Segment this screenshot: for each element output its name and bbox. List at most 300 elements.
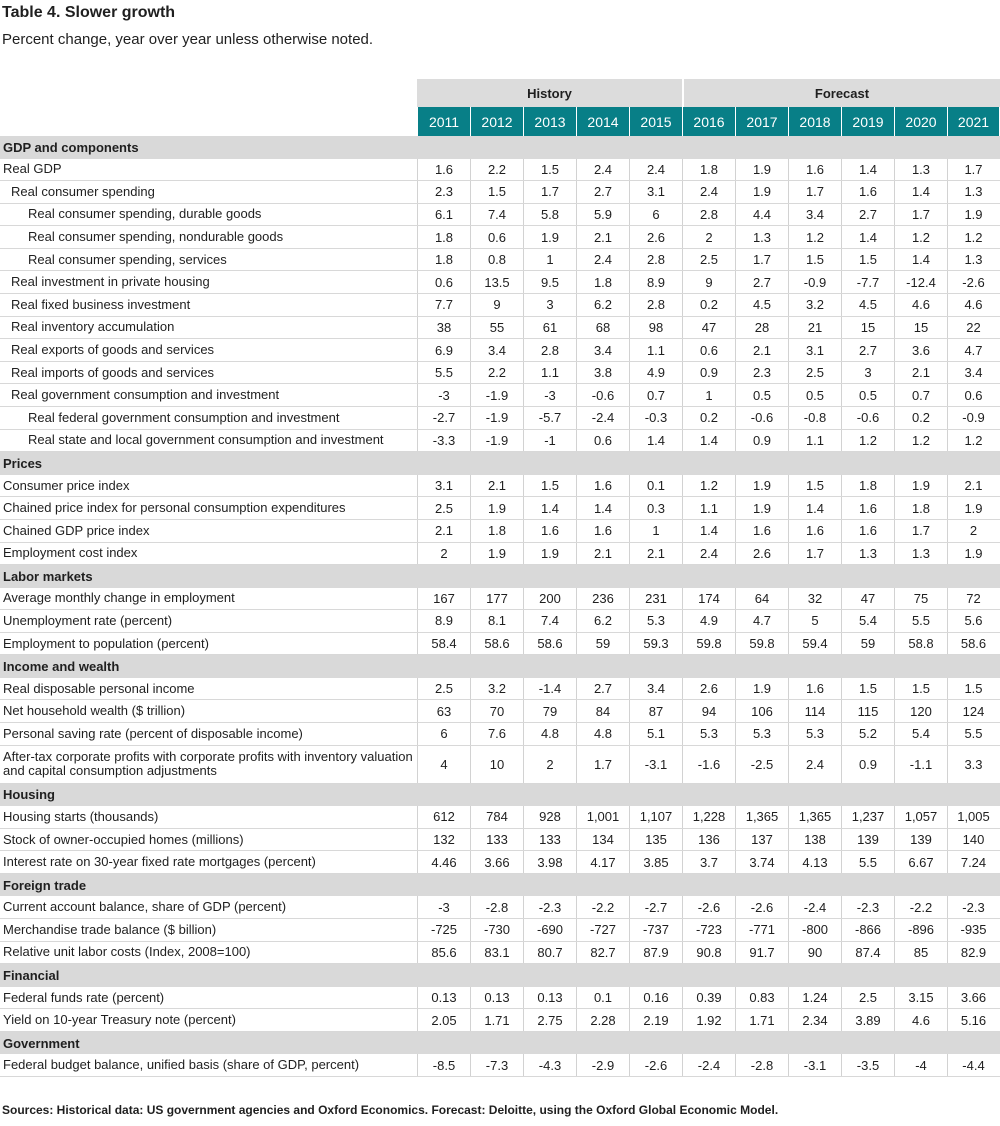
table-row: [0, 896, 1000, 919]
value-cell: 59.8: [682, 633, 735, 655]
value-cell: 4.6: [894, 1009, 947, 1031]
value-cell: 134: [576, 829, 629, 851]
value-cell: -1.9: [470, 384, 523, 406]
value-cell: 133: [470, 829, 523, 851]
value-cell: 55: [470, 317, 523, 339]
value-cell: 0.1: [629, 475, 682, 497]
value-cell: 87.4: [841, 942, 894, 964]
value-cell: 5.4: [841, 610, 894, 632]
value-cell: 28: [735, 317, 788, 339]
row-label: After-tax corporate profits with corporate profits with inventory valuation and capital consumption adjustments: [3, 749, 413, 779]
year-header-cell: 2013: [523, 107, 576, 136]
value-cell: 124: [947, 700, 999, 722]
row-label: Merchandise trade balance ($ billion): [3, 921, 217, 937]
value-cell: 2.4: [576, 159, 629, 181]
table-row: [0, 339, 1000, 362]
value-cell: 1.4: [576, 497, 629, 519]
value-cell: -3.1: [629, 746, 682, 783]
table-body: [0, 136, 1000, 1077]
value-cell: 0.39: [682, 987, 735, 1009]
value-cell: 87.9: [629, 942, 682, 964]
value-cell: -0.9: [947, 407, 999, 429]
value-cell: 6.9: [417, 339, 470, 361]
value-cell: 1.9: [523, 543, 576, 565]
header-spacer: [0, 79, 417, 107]
value-cell: 5.6: [947, 610, 999, 632]
value-cell: 1: [629, 520, 682, 542]
value-cell: 2.1: [576, 226, 629, 248]
table-row: [0, 829, 1000, 852]
value-cell: 2.7: [576, 181, 629, 203]
row-label: Real exports of goods and services: [11, 342, 215, 358]
row-label: Real disposable personal income: [3, 680, 195, 696]
value-cell: 2.8: [629, 249, 682, 271]
value-cell: 1.4: [841, 226, 894, 248]
value-cell: 6.1: [417, 204, 470, 226]
value-cell: 1.5: [894, 678, 947, 700]
value-cell: 167: [417, 588, 470, 610]
value-cell: 120: [894, 700, 947, 722]
value-cell: 2.19: [629, 1009, 682, 1031]
table-row: [0, 271, 1000, 294]
value-cell: -0.9: [788, 271, 841, 293]
value-cell: 1.7: [523, 181, 576, 203]
value-cell: 59: [841, 633, 894, 655]
value-cell: 2.4: [788, 746, 841, 783]
value-cell: 3.74: [735, 851, 788, 873]
value-cell: 1.8: [841, 475, 894, 497]
value-cell: 1.5: [788, 249, 841, 271]
value-cell: -4.3: [523, 1054, 576, 1076]
value-cell: 0.9: [682, 362, 735, 384]
value-cell: 4.6: [947, 294, 999, 316]
value-cell: 5.5: [894, 610, 947, 632]
value-cell: 0.13: [470, 987, 523, 1009]
value-cell: 136: [682, 829, 735, 851]
value-cell: 1.6: [417, 159, 470, 181]
value-cell: 7.24: [947, 851, 999, 873]
value-cell: 87: [629, 700, 682, 722]
value-cell: 1.6: [788, 159, 841, 181]
value-cell: 3.66: [947, 987, 999, 1009]
value-cell: 0.5: [788, 384, 841, 406]
value-cell: 1.4: [841, 159, 894, 181]
value-cell: -2.8: [735, 1054, 788, 1076]
value-cell: -1.4: [523, 678, 576, 700]
row-label: Interest rate on 30-year fixed rate mortgages (percent): [3, 854, 316, 870]
row-label: Stock of owner-occupied homes (millions): [3, 831, 244, 847]
row-label: Relative unit labor costs (Index, 2008=100): [3, 944, 251, 960]
row-label: Consumer price index: [3, 477, 130, 493]
value-cell: 2.2: [470, 362, 523, 384]
value-cell: 2.34: [788, 1009, 841, 1031]
value-cell: -0.8: [788, 407, 841, 429]
table-row: [0, 723, 1000, 746]
value-cell: 106: [735, 700, 788, 722]
value-cell: 0.5: [735, 384, 788, 406]
value-cell: -2.3: [947, 896, 999, 918]
value-cell: 115: [841, 700, 894, 722]
value-cell: 2.6: [682, 678, 735, 700]
value-cell: 1.7: [894, 204, 947, 226]
value-cell: -1.1: [894, 746, 947, 783]
value-cell: 114: [788, 700, 841, 722]
value-cell: 9.5: [523, 271, 576, 293]
value-cell: 0.7: [629, 384, 682, 406]
value-cell: 2: [417, 543, 470, 565]
year-header-cell: 2014: [576, 107, 629, 136]
row-label: Chained GDP price index: [3, 522, 150, 538]
value-cell: 0.5: [841, 384, 894, 406]
section-header: [0, 874, 1000, 897]
value-cell: 1.3: [894, 543, 947, 565]
value-cell: -3: [417, 384, 470, 406]
value-cell: 63: [417, 700, 470, 722]
value-cell: 139: [841, 829, 894, 851]
section-header: [0, 565, 1000, 588]
table-subtitle: Percent change, year over year unless otherwise noted.: [2, 31, 374, 48]
value-cell: 15: [894, 317, 947, 339]
value-cell: -2.2: [576, 896, 629, 918]
value-cell: 1,228: [682, 806, 735, 828]
value-cell: 1.5: [523, 475, 576, 497]
value-cell: -2.7: [417, 407, 470, 429]
row-label: Federal budget balance, unified basis (share of GDP, percent): [3, 1057, 360, 1073]
value-cell: 1.9: [735, 181, 788, 203]
table-row: [0, 249, 1000, 272]
value-cell: 1.4: [523, 497, 576, 519]
value-cell: 2.5: [788, 362, 841, 384]
value-cell: -2.6: [682, 896, 735, 918]
value-cell: 1.4: [629, 430, 682, 452]
value-cell: 2.5: [841, 987, 894, 1009]
value-cell: 2.3: [735, 362, 788, 384]
value-cell: 1.6: [841, 181, 894, 203]
value-cell: -725: [417, 919, 470, 941]
value-cell: 5: [788, 610, 841, 632]
value-cell: -5.7: [523, 407, 576, 429]
value-cell: 1.8: [576, 271, 629, 293]
value-cell: 177: [470, 588, 523, 610]
value-cell: 5.16: [947, 1009, 999, 1031]
value-cell: 1.8: [682, 159, 735, 181]
value-cell: -690: [523, 919, 576, 941]
value-cell: 2.7: [841, 204, 894, 226]
value-cell: 174: [682, 588, 735, 610]
value-cell: 84: [576, 700, 629, 722]
value-cell: -0.6: [735, 407, 788, 429]
value-cell: 1.9: [735, 497, 788, 519]
row-label: Real federal government consumption and investment: [28, 409, 340, 425]
row-label: Yield on 10-year Treasury note (percent): [3, 1012, 236, 1028]
value-cell: 1.3: [894, 159, 947, 181]
value-cell: 1.1: [682, 497, 735, 519]
row-label: Real inventory accumulation: [11, 319, 175, 335]
value-cell: -1: [523, 430, 576, 452]
year-header-spacer: [0, 107, 417, 136]
value-cell: 3.4: [470, 339, 523, 361]
value-cell: 784: [470, 806, 523, 828]
value-cell: -1.9: [470, 407, 523, 429]
year-header-row: [0, 107, 1000, 136]
value-cell: 2: [947, 520, 999, 542]
value-cell: 1,365: [735, 806, 788, 828]
table-row: [0, 181, 1000, 204]
row-label: Employment cost index: [3, 545, 138, 561]
value-cell: 1.8: [417, 226, 470, 248]
value-cell: 2.8: [523, 339, 576, 361]
value-cell: -896: [894, 919, 947, 941]
table-row: [0, 159, 1000, 182]
value-cell: 1.4: [894, 181, 947, 203]
value-cell: -771: [735, 919, 788, 941]
value-cell: -3.1: [788, 1054, 841, 1076]
value-cell: 2.1: [417, 520, 470, 542]
section-title: Prices: [3, 455, 43, 471]
value-cell: -2.9: [576, 1054, 629, 1076]
year-header-cell: 2011: [417, 107, 470, 136]
value-cell: 6: [629, 204, 682, 226]
value-cell: 2: [523, 746, 576, 783]
value-cell: 8.1: [470, 610, 523, 632]
section-header: [0, 136, 1000, 159]
value-cell: 138: [788, 829, 841, 851]
value-cell: 0.6: [470, 226, 523, 248]
value-cell: 2.8: [629, 294, 682, 316]
year-header-cell: 2019: [841, 107, 894, 136]
row-label: Personal saving rate (percent of disposable income): [3, 725, 303, 741]
value-cell: -1.6: [682, 746, 735, 783]
section-title: Foreign trade: [3, 877, 87, 893]
value-cell: 0.6: [576, 430, 629, 452]
value-cell: 200: [523, 588, 576, 610]
table-title: Table 4. Slower growth: [2, 4, 176, 21]
year-header-cell: 2016: [682, 107, 735, 136]
value-cell: 1.9: [894, 475, 947, 497]
value-cell: 5.8: [523, 204, 576, 226]
value-cell: 1,001: [576, 806, 629, 828]
value-cell: 1.2: [894, 226, 947, 248]
value-cell: -2.6: [735, 896, 788, 918]
row-label: Real state and local government consumption and investment: [28, 432, 384, 448]
value-cell: 90: [788, 942, 841, 964]
section-title: Labor markets: [3, 568, 93, 584]
value-cell: 4.9: [682, 610, 735, 632]
value-cell: 2.75: [523, 1009, 576, 1031]
value-cell: 1.2: [841, 430, 894, 452]
value-cell: 1.71: [470, 1009, 523, 1031]
value-cell: 2.1: [629, 543, 682, 565]
value-cell: -2.6: [947, 271, 999, 293]
value-cell: 47: [682, 317, 735, 339]
value-cell: 0.2: [894, 407, 947, 429]
data-table: [0, 79, 1000, 1077]
value-cell: -0.3: [629, 407, 682, 429]
value-cell: 2: [682, 226, 735, 248]
value-cell: 5.2: [841, 723, 894, 745]
value-cell: -800: [788, 919, 841, 941]
value-cell: -2.7: [629, 896, 682, 918]
value-cell: 2.3: [417, 181, 470, 203]
value-cell: 1.2: [682, 475, 735, 497]
value-cell: 82.7: [576, 942, 629, 964]
value-cell: 7.6: [470, 723, 523, 745]
value-cell: 1.1: [629, 339, 682, 361]
value-cell: 3.4: [947, 362, 999, 384]
value-cell: 13.5: [470, 271, 523, 293]
value-cell: -4: [894, 1054, 947, 1076]
value-cell: 7.4: [470, 204, 523, 226]
value-cell: 1.3: [947, 181, 999, 203]
value-cell: 0.6: [417, 271, 470, 293]
value-cell: 1.5: [523, 159, 576, 181]
value-cell: 3.1: [788, 339, 841, 361]
value-cell: 91.7: [735, 942, 788, 964]
value-cell: 1.3: [841, 543, 894, 565]
value-cell: 2.5: [682, 249, 735, 271]
table-row: [0, 384, 1000, 407]
value-cell: 4.6: [894, 294, 947, 316]
table-row: [0, 543, 1000, 566]
value-cell: -0.6: [576, 384, 629, 406]
year-header-cell: 2015: [629, 107, 682, 136]
value-cell: 3.2: [470, 678, 523, 700]
value-cell: 80.7: [523, 942, 576, 964]
value-cell: 1.7: [947, 159, 999, 181]
value-cell: 1.5: [841, 249, 894, 271]
value-cell: 1.6: [523, 520, 576, 542]
value-cell: 22: [947, 317, 999, 339]
table-row: [0, 746, 1000, 784]
value-cell: -730: [470, 919, 523, 941]
row-label: Real consumer spending, durable goods: [28, 206, 262, 222]
value-cell: 3.98: [523, 851, 576, 873]
value-cell: 2.1: [576, 543, 629, 565]
value-cell: 0.2: [682, 407, 735, 429]
source-note: Sources: Historical data: US government agencies and Oxford Economics. Forecast: Deloitte, using the Oxford Global Economic Model.: [2, 1103, 779, 1117]
value-cell: 32: [788, 588, 841, 610]
value-cell: 3.4: [629, 678, 682, 700]
year-header-cell: 2017: [735, 107, 788, 136]
value-cell: 1.6: [841, 520, 894, 542]
value-cell: -7.3: [470, 1054, 523, 1076]
value-cell: 4.8: [576, 723, 629, 745]
value-cell: 94: [682, 700, 735, 722]
value-cell: -2.8: [470, 896, 523, 918]
value-cell: 72: [947, 588, 999, 610]
value-cell: 2.1: [470, 475, 523, 497]
value-cell: 59.4: [788, 633, 841, 655]
value-cell: 4.17: [576, 851, 629, 873]
value-cell: 8.9: [417, 610, 470, 632]
value-cell: 85: [894, 942, 947, 964]
year-header-cell: 2018: [788, 107, 841, 136]
value-cell: 6: [417, 723, 470, 745]
year-header-cell: 2012: [470, 107, 523, 136]
table-row: [0, 407, 1000, 430]
table-row: [0, 1054, 1000, 1077]
row-label: Employment to population (percent): [3, 635, 209, 651]
value-cell: 9: [682, 271, 735, 293]
value-cell: 58.6: [947, 633, 999, 655]
value-cell: -2.6: [629, 1054, 682, 1076]
section-header: [0, 452, 1000, 475]
value-cell: 5.3: [682, 723, 735, 745]
value-cell: 0.1: [576, 987, 629, 1009]
value-cell: 612: [417, 806, 470, 828]
value-cell: 236: [576, 588, 629, 610]
value-cell: 1,365: [788, 806, 841, 828]
value-cell: 1.8: [894, 497, 947, 519]
value-cell: -723: [682, 919, 735, 941]
value-cell: 2.4: [682, 181, 735, 203]
value-cell: 2.4: [682, 543, 735, 565]
value-cell: 2.7: [576, 678, 629, 700]
section-header: [0, 964, 1000, 987]
value-cell: 4.7: [947, 339, 999, 361]
row-label: Unemployment rate (percent): [3, 612, 173, 628]
value-cell: 3.2: [788, 294, 841, 316]
value-cell: 2.05: [417, 1009, 470, 1031]
value-cell: 61: [523, 317, 576, 339]
value-cell: 1.2: [788, 226, 841, 248]
value-cell: 4.7: [735, 610, 788, 632]
value-cell: 0.8: [470, 249, 523, 271]
value-cell: 1.6: [788, 678, 841, 700]
value-cell: 68: [576, 317, 629, 339]
value-cell: 1: [682, 384, 735, 406]
value-cell: 90.8: [682, 942, 735, 964]
value-cell: 83.1: [470, 942, 523, 964]
row-label: Current account balance, share of GDP (percent): [3, 899, 287, 915]
table-row: [0, 1009, 1000, 1032]
value-cell: 6.67: [894, 851, 947, 873]
value-cell: 58.4: [417, 633, 470, 655]
value-cell: 135: [629, 829, 682, 851]
value-cell: 5.9: [576, 204, 629, 226]
value-cell: 1,107: [629, 806, 682, 828]
value-cell: 82.9: [947, 942, 999, 964]
section-header: [0, 655, 1000, 678]
value-cell: 21: [788, 317, 841, 339]
value-cell: 1.6: [841, 497, 894, 519]
value-cell: 1.4: [894, 249, 947, 271]
section-title: Government: [3, 1035, 80, 1051]
value-cell: 1.6: [576, 475, 629, 497]
value-cell: 4.5: [841, 294, 894, 316]
value-cell: 2.7: [841, 339, 894, 361]
value-cell: 2.5: [417, 497, 470, 519]
value-cell: 3.6: [894, 339, 947, 361]
value-cell: -866: [841, 919, 894, 941]
value-cell: 2.4: [629, 159, 682, 181]
table-row: [0, 851, 1000, 874]
value-cell: -3: [523, 384, 576, 406]
value-cell: 1.9: [947, 543, 999, 565]
value-cell: 5.4: [894, 723, 947, 745]
value-cell: -737: [629, 919, 682, 941]
value-cell: 5.3: [735, 723, 788, 745]
value-cell: 1,005: [947, 806, 999, 828]
row-label: Real fixed business investment: [11, 296, 191, 312]
value-cell: 9: [470, 294, 523, 316]
value-cell: 98: [629, 317, 682, 339]
value-cell: 1.6: [576, 520, 629, 542]
value-cell: -0.6: [841, 407, 894, 429]
value-cell: 2.1: [735, 339, 788, 361]
value-cell: 132: [417, 829, 470, 851]
value-cell: 3: [523, 294, 576, 316]
